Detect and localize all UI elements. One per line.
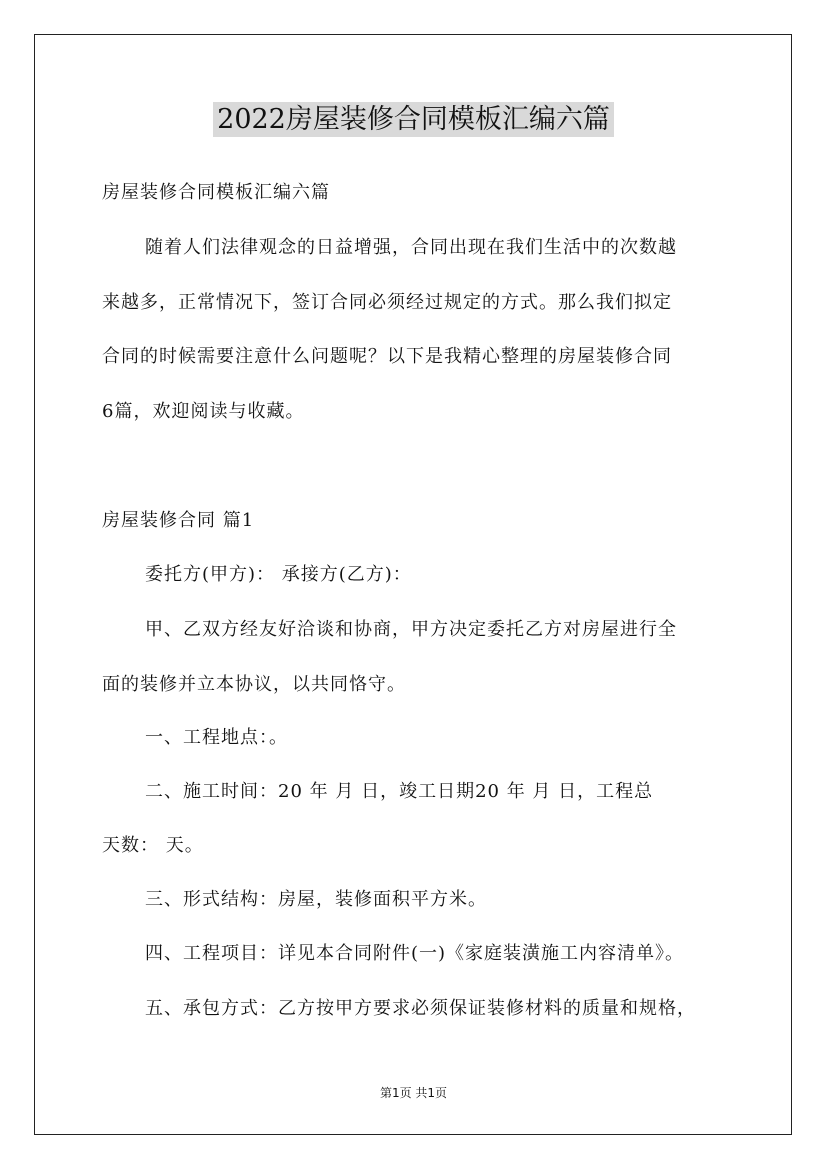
- document-title: 2022房屋装修合同模板汇编六篇: [0, 100, 827, 140]
- intro-line: 合同的时候需要注意什么问题呢？以下是我精心整理的房屋装修合同: [102, 346, 672, 367]
- section-heading: 房屋装修合同 篇1: [102, 510, 255, 531]
- body-line: 面的装修并立本协议，以共同恪守。: [102, 674, 406, 695]
- body-line: 一、工程地点：。: [145, 727, 288, 748]
- body-line: 天数： 天。: [102, 835, 204, 856]
- body-line: 二、施工时间：20 年 月 日，竣工日期20 年 月 日，工程总: [145, 781, 654, 802]
- intro-line: 随着人们法律观念的日益增强，合同出现在我们生活中的次数越: [145, 237, 677, 258]
- document-subtitle: 房屋装修合同模板汇编六篇: [102, 182, 330, 203]
- body-line: 三、形式结构：房屋，装修面积平方米。: [145, 889, 487, 910]
- body-line: 甲、乙双方经友好洽谈和协商，甲方决定委托乙方对房屋进行全: [145, 619, 677, 640]
- body-line: 五、承包方式：乙方按甲方要求必须保证装修材料的质量和规格，: [145, 998, 696, 1019]
- body-line: 四、工程项目：详见本合同附件(一)《家庭装潢施工内容清单》。: [145, 943, 685, 964]
- intro-line: 来越多，正常情况下，签订合同必须经过规定的方式。那么我们拟定: [102, 292, 672, 313]
- intro-line: 6篇，欢迎阅读与收藏。: [102, 401, 305, 422]
- body-line: 委托方(甲方)： 承接方(乙方)：: [145, 564, 412, 585]
- page-footer: 第1页 共1页: [379, 1086, 448, 1100]
